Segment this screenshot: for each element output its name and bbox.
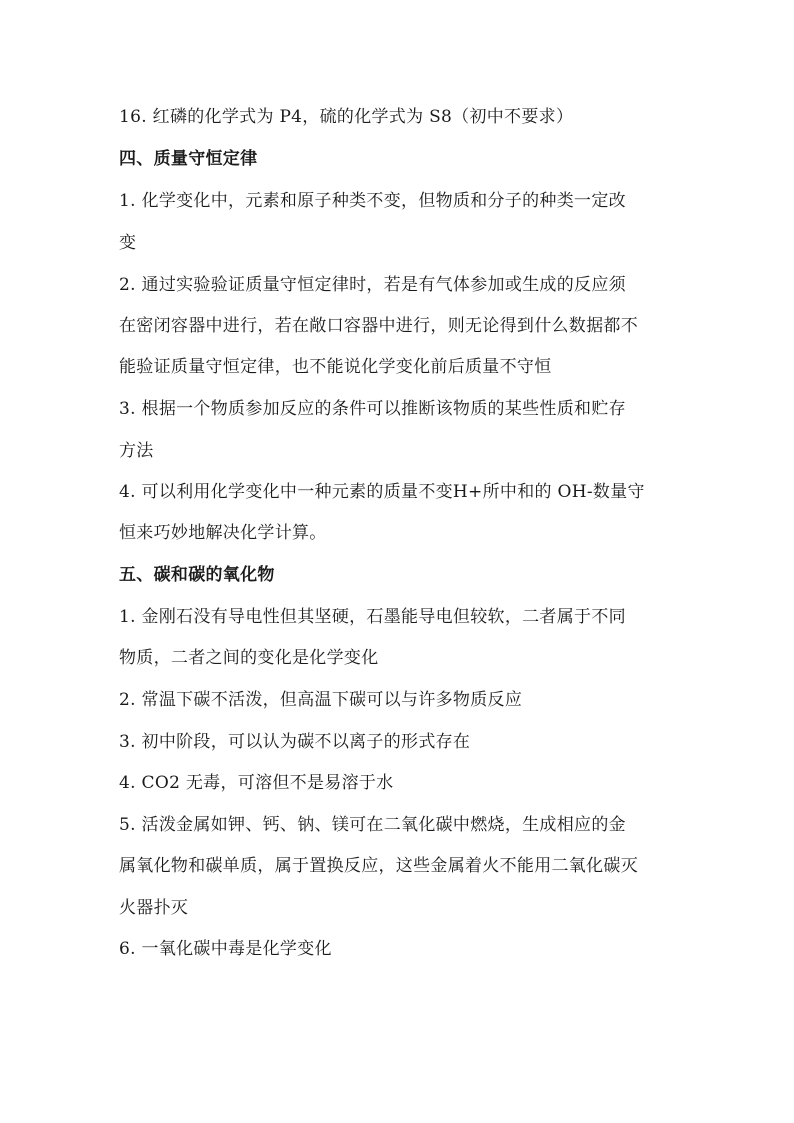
item-1-carbon-line-1: 1. 金刚石没有导电性但其坚硬，石墨能导电但较软，二者属于不同 (119, 607, 626, 627)
item-16-line: 16. 红磷的化学式为 P4，硫的化学式为 S8（初中不要求） (119, 107, 574, 127)
item-1-carbon-line-2: 物质，二者之间的变化是化学变化 (119, 648, 379, 668)
item-4-line-2: 恒来巧妙地解决化学计算。 (119, 523, 327, 543)
section-heading-5: 五、碳和碳的氧化物 (119, 565, 275, 585)
item-6-carbon-line: 6. 一氧化碳中毒是化学变化 (119, 939, 332, 959)
item-5-carbon-line-3: 火器扑灭 (119, 898, 189, 918)
item-2-line-1: 2. 通过实验验证质量守恒定律时，若是有气体参加或生成的反应须 (119, 275, 626, 295)
item-1-line-1: 1. 化学变化中，元素和原子种类不变，但物质和分子的种类一定改 (119, 191, 626, 211)
item-3-line-2: 方法 (119, 441, 154, 461)
item-5-carbon-line-1: 5. 活泼金属如钾、钙、钠、镁可在二氧化碳中燃烧，生成相应的金 (119, 815, 626, 835)
item-5-carbon-line-2: 属氧化物和碳单质，属于置换反应，这些金属着火不能用二氧化碳灭 (119, 856, 638, 876)
item-3-line-1: 3. 根据一个物质参加反应的条件可以推断该物质的某些性质和贮存 (119, 399, 626, 419)
item-4-carbon-line: 4. CO2 无毒，可溶但不是易溶于水 (119, 773, 394, 793)
item-1-line-2: 变 (119, 233, 137, 253)
item-3-carbon-line: 3. 初中阶段，可以认为碳不以离子的形式存在 (119, 732, 471, 752)
item-2-carbon-line: 2. 常温下碳不活泼，但高温下碳可以与许多物质反应 (119, 690, 523, 710)
item-2-line-2: 在密闭容器中进行，若在敞口容器中进行，则无论得到什么数据都不 (119, 316, 638, 336)
item-4-line-1: 4. 可以利用化学变化中一种元素的质量不变H+所中和的 OH-数量守 (119, 482, 645, 502)
item-2-line-3: 能验证质量守恒定律，也不能说化学变化前后质量不守恒 (119, 357, 552, 377)
section-heading-4: 四、质量守恒定律 (119, 149, 258, 169)
